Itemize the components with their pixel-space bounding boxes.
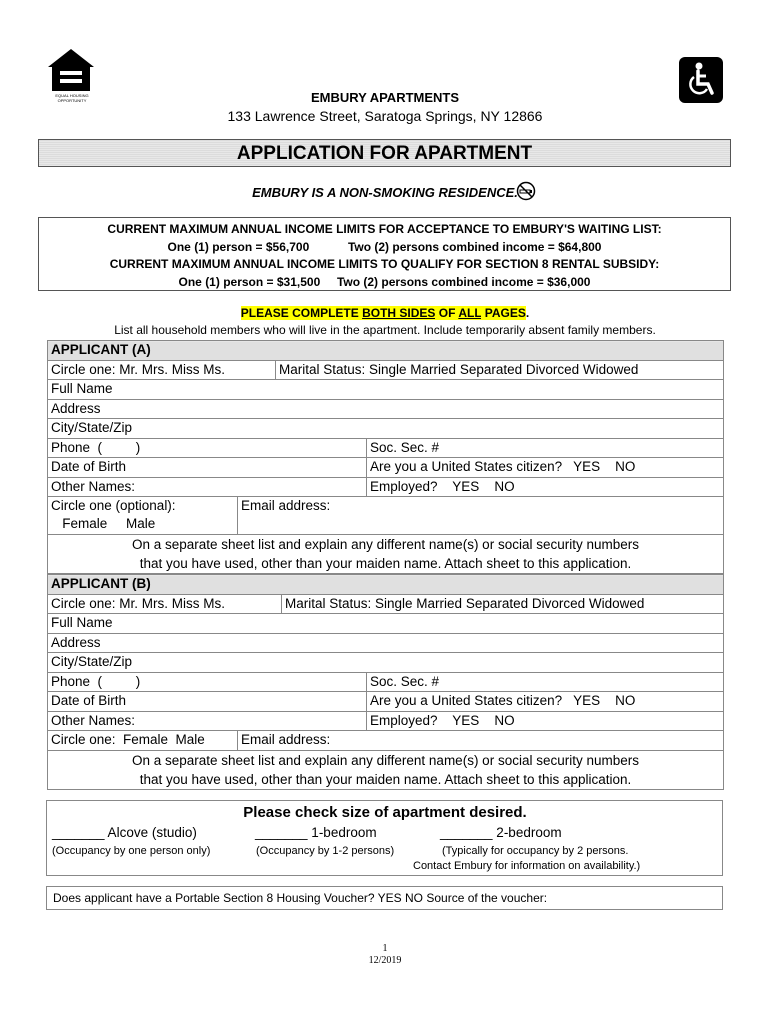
apartment-size-heading: Please check size of apartment desired. <box>243 804 527 821</box>
applicant-a-marital-field[interactable]: Marital Status: Single Married Separated Divorced Widowed <box>276 360 724 380</box>
please-part: PAGES <box>481 306 526 320</box>
applicant-b-marital-field[interactable]: Marital Status: Single Married Separated Divorced Widowed <box>282 594 724 614</box>
please-part: OF <box>435 306 459 320</box>
income-line-4 <box>39 274 730 292</box>
complete-all-pages-notice <box>0 306 770 320</box>
two-bedroom-occupancy: (Typically for occupancy by 2 persons. <box>442 845 629 857</box>
applicant-a-employed-field[interactable]: Employed? YES NO <box>367 477 724 497</box>
applicant-b-address-field[interactable]: Address <box>48 633 724 653</box>
waiting-two-persons: Two (2) persons combined income = $64,800 <box>347 239 602 254</box>
applicant-b-email-field[interactable]: Email address: <box>238 731 724 751</box>
please-all: ALL <box>458 306 482 320</box>
income-line-3: CURRENT MAXIMUM ANNUAL INCOME LIMITS TO QUALIFY FOR SECTION 8 RENTAL SUBSIDY: <box>109 257 660 271</box>
company-name: EMBURY APARTMENTS <box>310 90 460 105</box>
applicant-a-gender-options: Female Male <box>51 516 156 531</box>
applicant-a-note-line-1: On a separate sheet list and explain any different name(s) or social security numbers <box>131 537 639 552</box>
applicant-a-heading: APPLICANT (A) <box>48 341 724 361</box>
applicant-b-employed-field[interactable]: Employed? YES NO <box>367 711 724 731</box>
applicant-a-dob-field[interactable]: Date of Birth <box>48 458 367 478</box>
section8-two-persons: Two (2) persons combined income = $36,000 <box>336 274 591 289</box>
applicant-b-full-name-field[interactable]: Full Name <box>48 614 724 634</box>
income-line-1: CURRENT MAXIMUM ANNUAL INCOME LIMITS FOR ACCEPTANCE TO EMBURY'S WAITING LIST: <box>107 222 662 236</box>
applicant-b-heading: APPLICANT (B) <box>48 575 724 595</box>
section8-one-person: One (1) person = $31,500 <box>178 274 321 289</box>
applicant-b-title-field[interactable]: Circle one: Mr. Mrs. Miss Ms. <box>48 594 282 614</box>
household-instructions: List all household members who will live in the apartment. Include temporarily absent family members. <box>114 323 656 337</box>
applicant-b-note-line-1: On a separate sheet list and explain any different name(s) or social security numbers <box>131 752 639 768</box>
logo-text: EQUAL HOUSING OPPORTUNITY <box>55 93 89 103</box>
two-bedroom-availability: Contact Embury for information on availability.) <box>413 860 641 872</box>
income-limits-box <box>38 217 731 291</box>
applicant-b-dob-field[interactable]: Date of Birth <box>48 692 367 712</box>
voucher-question-field[interactable]: Does applicant have a Portable Section 8 Housing Voucher? YES NO Source of the voucher: <box>46 886 723 910</box>
applicant-a-table <box>47 340 724 574</box>
applicant-a-gender-field[interactable] <box>48 497 238 535</box>
please-both-sides: BOTH SIDES <box>362 306 436 320</box>
applicant-b-gender-field[interactable]: Circle one: Female Male <box>48 731 238 751</box>
alcove-option[interactable]: _______ Alcove (studio) <box>52 825 197 840</box>
no-smoking-icon <box>516 181 536 201</box>
applicant-a-phone-field[interactable]: Phone ( ) <box>48 438 367 458</box>
applicant-b-ssn-field[interactable]: Soc. Sec. # <box>367 672 724 692</box>
applicant-a-full-name-field[interactable]: Full Name <box>48 380 724 400</box>
waiting-one-person: One (1) person = $56,700 <box>167 239 310 254</box>
applicant-a-title-field[interactable]: Circle one: Mr. Mrs. Miss Ms. <box>48 360 276 380</box>
applicant-a-gender-label: Circle one (optional): <box>51 498 176 513</box>
applicant-b-phone-field[interactable]: Phone ( ) <box>48 672 367 692</box>
applicant-a-ssn-field[interactable]: Soc. Sec. # <box>367 438 724 458</box>
applicant-a-city-field[interactable]: City/State/Zip <box>48 419 724 439</box>
company-address: 133 Lawrence Street, Saratoga Springs, NY 12866 <box>227 108 543 124</box>
applicant-a-email-field[interactable]: Email address: <box>238 497 724 535</box>
applicant-b-note-line-2: that you have used, other than your maiden name. Attach sheet to this application. <box>139 771 632 787</box>
applicant-a-note <box>48 535 724 574</box>
title-box <box>38 139 731 167</box>
income-line-2 <box>39 239 730 257</box>
one-bedroom-option[interactable]: _______ 1-bedroom <box>255 825 377 840</box>
applicant-a-address-field[interactable]: Address <box>48 399 724 419</box>
please-part: PLEASE COMPLETE <box>240 306 363 320</box>
applicant-b-city-field[interactable]: City/State/Zip <box>48 653 724 673</box>
non-smoking-notice: EMBURY IS A NON-SMOKING RESIDENCE. <box>252 185 518 200</box>
alcove-occupancy: (Occupancy by one person only) <box>52 845 211 857</box>
please-period: . <box>525 306 530 320</box>
applicant-a-other-names-field[interactable]: Other Names: <box>48 477 367 497</box>
applicant-b-note <box>48 750 724 789</box>
page-title: APPLICATION FOR APARTMENT <box>236 143 533 164</box>
applicant-b-table <box>47 574 724 790</box>
revision-date: 12/2019 <box>368 955 402 966</box>
applicant-a-note-line-2: that you have used, other than your maiden name. Attach sheet to this application. <box>139 556 632 571</box>
one-bedroom-occupancy: (Occupancy by 1-2 persons) <box>256 845 395 857</box>
two-bedroom-option[interactable]: _______ 2-bedroom <box>440 825 562 840</box>
applicant-b-citizen-field[interactable]: Are you a United States citizen? YES NO <box>367 692 724 712</box>
applicant-a-citizen-field[interactable]: Are you a United States citizen? YES NO <box>367 458 724 478</box>
applicant-b-other-names-field[interactable]: Other Names: <box>48 711 367 731</box>
page-number: 1 <box>382 943 388 954</box>
